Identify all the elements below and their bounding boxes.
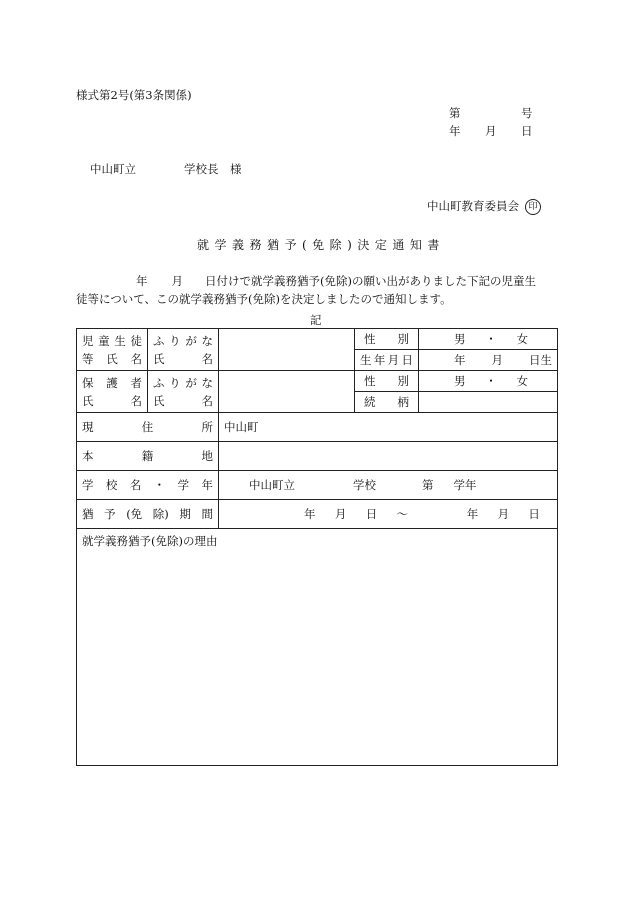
date-day: 日 xyxy=(521,124,533,138)
addressee-town: 中山町立 xyxy=(90,162,136,176)
body-text xyxy=(76,272,536,308)
form-label: 様式第2号(第3条関係) xyxy=(76,88,192,102)
ki-label: 記 xyxy=(310,313,322,327)
birth-date-value[interactable]: 年 月 日生 xyxy=(419,350,558,371)
seal-icon: 印 xyxy=(525,199,541,215)
student-sex-label: 性 別 xyxy=(355,329,419,350)
body-line1: 日付けで就学義務猶予(免除)の願い出がありました下記の児童生 xyxy=(205,274,536,288)
school-grade-label: 学 校 名 ・ 学 年 xyxy=(77,471,219,500)
guardian-sex-label: 性 別 xyxy=(355,371,419,392)
date-month: 月 xyxy=(485,124,497,138)
suspension-period-value[interactable]: 年 月 日 ～ 年 月 日 xyxy=(219,500,558,529)
body-month: 月 xyxy=(171,274,183,288)
domicile-value[interactable] xyxy=(219,442,558,471)
addressee-principal: 学校長 xyxy=(184,162,219,176)
reason-field[interactable] xyxy=(77,529,558,766)
domicile-label: 本 籍 地 xyxy=(77,442,219,471)
reason-label: 就学義務猶予(免除)の理由 xyxy=(82,534,218,548)
guardian-sex-value[interactable]: 男 ・ 女 xyxy=(419,371,558,392)
number-dai: 第 xyxy=(449,106,461,120)
relation-value[interactable] xyxy=(419,392,558,413)
issuer xyxy=(427,199,541,215)
document-title: 就学義務猶予(免除)決定通知書 xyxy=(197,238,445,252)
student-name-label: 児 童 生 徒 等 氏 名 xyxy=(77,329,148,371)
guardian-furigana-label: ふ り が な 氏 名 xyxy=(148,371,219,413)
date-year: 年 xyxy=(449,124,461,138)
body-line2: 徒等について、この就学義務猶予(免除)を決定しましたので通知します。 xyxy=(76,292,452,306)
student-furigana-label: ふ り が な 氏 名 xyxy=(148,329,219,371)
addressee-sama: 様 xyxy=(230,162,242,176)
guardian-name-label: 保 護 者 氏 名 xyxy=(77,371,148,413)
student-name-field[interactable] xyxy=(219,329,355,371)
issuer-name: 中山町教育委員会 xyxy=(427,199,519,213)
suspension-period-label: 猶 予 (免 除) 期 間 xyxy=(77,500,219,529)
student-sex-value[interactable]: 男 ・ 女 xyxy=(419,329,558,350)
address-label: 現 住 所 xyxy=(77,413,219,442)
school-grade-value[interactable]: 中山町立 学校 第 学年 xyxy=(219,471,558,500)
body-year: 年 xyxy=(136,274,148,288)
relation-label: 続 柄 xyxy=(355,392,419,413)
number-go: 号 xyxy=(521,106,533,120)
address-value[interactable]: 中山町 xyxy=(219,413,558,442)
guardian-name-field[interactable] xyxy=(219,371,355,413)
birth-date-label: 生 年 月 日 xyxy=(355,350,419,371)
decision-table xyxy=(76,328,558,766)
